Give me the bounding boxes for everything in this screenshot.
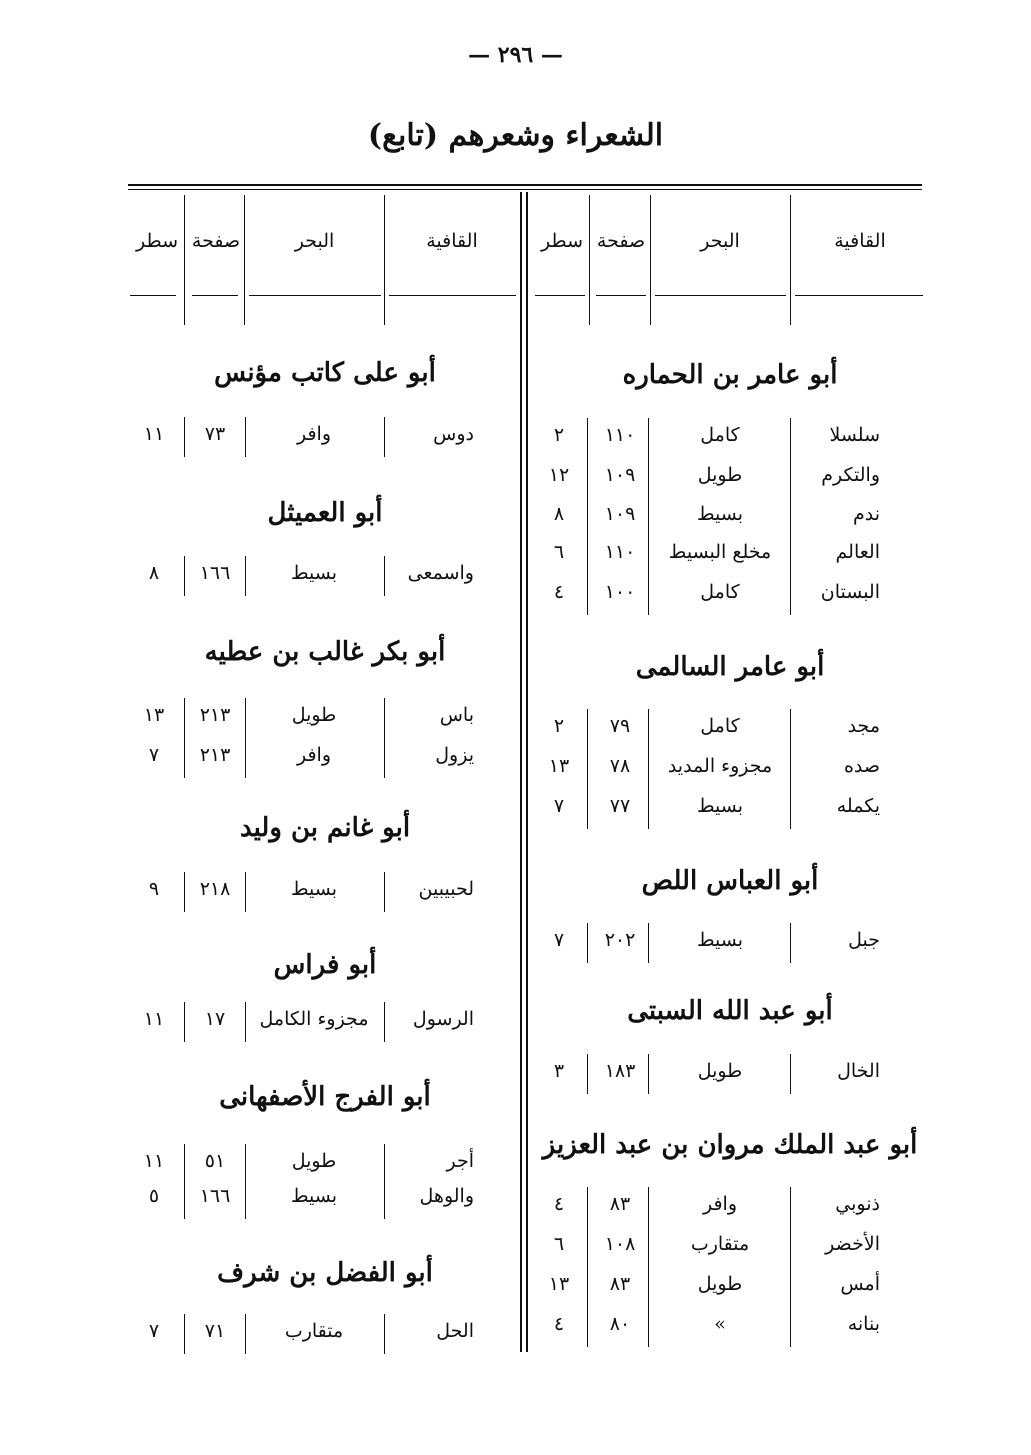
column-divider	[184, 556, 185, 596]
column-divider	[587, 709, 588, 829]
satr-cell: ١٢	[548, 464, 570, 486]
bahr-cell: طويل	[697, 1060, 743, 1082]
bahr-cell: مخلع البسيط	[668, 541, 772, 563]
column-divider	[245, 417, 246, 457]
column-divider	[245, 872, 246, 912]
satr-cell: ٨	[148, 562, 160, 584]
satr-cell: ٦	[553, 541, 565, 563]
bahr-cell: متقارب	[284, 1320, 344, 1342]
header-qafiya-left: القافية	[426, 230, 478, 252]
satr-cell: ٦	[553, 1233, 565, 1255]
bahr-cell: بسيط	[696, 795, 743, 817]
column-divider	[245, 698, 246, 778]
qafiya-cell: والتكرم	[821, 464, 880, 486]
header-divider-3	[384, 195, 385, 325]
qafiya-cell: مجد	[847, 715, 880, 737]
satr-cell: ١١	[143, 1150, 165, 1172]
safha-cell: ٧٧	[609, 795, 631, 817]
satr-cell: ٨	[553, 503, 565, 525]
column-divider	[648, 709, 649, 829]
satr-cell: ١١	[143, 1008, 165, 1030]
bahr-cell: بسيط	[290, 562, 337, 584]
safha-cell: ٧٨	[609, 755, 631, 777]
column-divider	[790, 1054, 791, 1094]
safha-cell: ١٠٠	[604, 581, 636, 603]
header-safha-left: صفحة	[191, 230, 241, 252]
qafiya-cell: أمس	[840, 1273, 880, 1295]
safha-cell: ٢٠٢	[604, 929, 636, 951]
column-divider	[587, 1054, 588, 1094]
poet-name: أبو عامر بن الحماره	[622, 360, 838, 390]
poet-name: أبو الفضل بن شرف	[217, 1258, 433, 1288]
header-underline-6	[596, 295, 646, 296]
header-underline-3	[249, 295, 381, 296]
column-divider	[384, 872, 385, 912]
column-divider	[790, 418, 791, 615]
bahr-cell: وافر	[296, 744, 332, 766]
qafiya-cell: الرسول	[412, 1008, 474, 1030]
bahr-cell: متقارب	[690, 1233, 750, 1255]
qafiya-cell: سلسلا	[829, 424, 880, 446]
header-bahr-left: البحر	[294, 230, 335, 252]
bahr-cell: كامل	[700, 715, 740, 737]
satr-cell: ٤	[553, 581, 565, 603]
satr-cell: ٧	[553, 795, 565, 817]
safha-cell: ٨٠	[609, 1313, 631, 1335]
column-divider	[184, 698, 185, 778]
column-divider	[384, 556, 385, 596]
header-underline-7	[655, 295, 786, 296]
column-divider	[184, 1144, 185, 1219]
safha-cell: ١٦٦	[199, 562, 231, 584]
satr-cell: ١٣	[548, 755, 570, 777]
center-divider	[520, 192, 522, 1352]
header-underline-2	[192, 295, 238, 296]
column-divider	[648, 1054, 649, 1094]
poet-name: أبو العميثل	[267, 498, 383, 528]
column-divider	[587, 923, 588, 963]
column-divider	[184, 872, 185, 912]
safha-cell: ٢١٣	[199, 744, 231, 766]
satr-cell: ٧	[553, 929, 565, 951]
qafiya-cell: واسمعى	[407, 562, 474, 584]
safha-cell: ١٠٩	[604, 503, 636, 525]
safha-cell: ٧٣	[204, 423, 226, 445]
safha-cell: ١٦٦	[199, 1185, 231, 1207]
qafiya-cell: لحبيبين	[418, 878, 474, 900]
bahr-cell: »	[714, 1313, 726, 1335]
bahr-cell: طويل	[697, 464, 743, 486]
qafiya-cell: أجر	[446, 1150, 474, 1172]
qafiya-cell: ندم	[852, 503, 880, 525]
top-rule-inner	[128, 189, 922, 190]
header-qafiya-right: القافية	[834, 230, 886, 252]
satr-cell: ٤	[553, 1193, 565, 1215]
satr-cell: ١٣	[548, 1273, 570, 1295]
column-divider	[384, 698, 385, 778]
safha-cell: ٨٣	[609, 1273, 631, 1295]
top-rule	[128, 184, 922, 186]
safha-cell: ٨٣	[609, 1193, 631, 1215]
header-divider-6	[790, 195, 791, 325]
safha-cell: ١٠٩	[604, 464, 636, 486]
page-number: — ٢٩٦ —	[468, 42, 563, 68]
satr-cell: ٩	[148, 878, 160, 900]
header-divider-4	[589, 195, 590, 325]
satr-cell: ٢	[553, 715, 565, 737]
qafiya-cell: الخال	[837, 1060, 880, 1082]
header-underline-1	[130, 295, 176, 296]
column-divider	[587, 418, 588, 615]
header-satr-left: سطر	[136, 230, 178, 252]
satr-cell: ١١	[143, 423, 165, 445]
column-divider	[184, 1314, 185, 1354]
qafiya-cell: البستان	[820, 581, 880, 603]
bahr-cell: طويل	[291, 1150, 337, 1172]
column-divider	[587, 1187, 588, 1347]
poet-name: أبو غانم بن وليد	[239, 813, 411, 843]
qafiya-cell: باس	[439, 704, 474, 726]
header-divider-2	[244, 195, 245, 325]
bahr-cell: بسيط	[290, 1185, 337, 1207]
qafiya-cell: الأخضر	[825, 1233, 880, 1255]
page-title: (تابع) الشعراء وشعرهم	[367, 118, 664, 153]
satr-cell: ٧	[148, 744, 160, 766]
column-divider	[790, 709, 791, 829]
bahr-cell: طويل	[697, 1273, 743, 1295]
column-divider	[245, 1144, 246, 1219]
safha-cell: ٧٩	[609, 715, 631, 737]
poet-name: أبو فراس	[273, 950, 377, 980]
column-divider	[790, 923, 791, 963]
bahr-cell: مجزوء المديد	[667, 755, 773, 777]
bahr-cell: بسيط	[696, 503, 743, 525]
qafiya-cell: العالم	[835, 541, 880, 563]
header-underline-8	[795, 295, 923, 296]
poet-name: أبو الفرج الأصفهانى	[219, 1082, 431, 1112]
column-divider	[384, 1002, 385, 1042]
bahr-cell: وافر	[296, 423, 332, 445]
column-divider	[245, 1314, 246, 1354]
qafiya-cell: والوهل	[419, 1185, 474, 1207]
header-bahr-right: البحر	[700, 230, 740, 252]
qafiya-cell: يكمله	[836, 795, 880, 817]
safha-cell: ١٧	[204, 1008, 226, 1030]
header-divider-5	[650, 195, 651, 325]
qafiya-cell: الحل	[436, 1320, 474, 1342]
bahr-cell: وافر	[702, 1193, 738, 1215]
column-divider	[384, 1314, 385, 1354]
qafiya-cell: دوس	[433, 423, 474, 445]
column-divider	[648, 1187, 649, 1347]
bahr-cell: بسيط	[696, 929, 743, 951]
qafiya-cell: بنانه	[847, 1313, 880, 1335]
satr-cell: ٧	[148, 1320, 160, 1342]
qafiya-cell: صده	[843, 755, 880, 777]
column-divider	[184, 1002, 185, 1042]
center-divider-inner	[526, 192, 528, 1352]
header-safha-right: صفحة	[596, 230, 646, 252]
satr-cell: ٣	[553, 1060, 565, 1082]
satr-cell: ٤	[553, 1313, 565, 1335]
column-divider	[648, 923, 649, 963]
safha-cell: ١٠٨	[604, 1233, 636, 1255]
safha-cell: ١١٠	[604, 541, 636, 563]
satr-cell: ٢	[553, 424, 565, 446]
header-underline-5	[535, 295, 585, 296]
bahr-cell: طويل	[291, 704, 337, 726]
column-divider	[790, 1187, 791, 1347]
poet-name: أبو عبد الله السبتى	[627, 996, 833, 1026]
bahr-cell: كامل	[700, 424, 740, 446]
bahr-cell: مجزوء الكامل	[259, 1008, 369, 1030]
poet-name: أبو بكر غالب بن عطيه	[204, 637, 446, 667]
qafiya-cell: ذنوبي	[835, 1193, 880, 1215]
bahr-cell: كامل	[700, 581, 740, 603]
poet-name: أبو عامر السالمى	[635, 652, 825, 682]
column-divider	[245, 1002, 246, 1042]
poet-name: أبو على كاتب مؤنس	[214, 358, 436, 388]
safha-cell: ١١٠	[604, 424, 636, 446]
column-divider	[648, 418, 649, 615]
poet-name: أبو العباس اللص	[641, 866, 819, 896]
safha-cell: ١٨٣	[604, 1060, 636, 1082]
bahr-cell: بسيط	[290, 878, 337, 900]
column-divider	[184, 417, 185, 457]
satr-cell: ٥	[148, 1185, 160, 1207]
safha-cell: ٢١٣	[199, 704, 231, 726]
qafiya-cell: جبل	[848, 929, 880, 951]
header-underline-4	[389, 295, 516, 296]
header-satr-right: سطر	[541, 230, 583, 252]
satr-cell: ١٣	[143, 704, 165, 726]
qafiya-cell: يزول	[435, 744, 474, 766]
safha-cell: ٢١٨	[199, 878, 231, 900]
safha-cell: ٧١	[204, 1320, 226, 1342]
header-divider-1	[184, 195, 185, 325]
safha-cell: ٥١	[204, 1150, 226, 1172]
poet-name: أبو عبد الملك مروان بن عبد العزيز	[542, 1130, 918, 1160]
column-divider	[245, 556, 246, 596]
column-divider	[384, 417, 385, 457]
column-divider	[384, 1144, 385, 1219]
